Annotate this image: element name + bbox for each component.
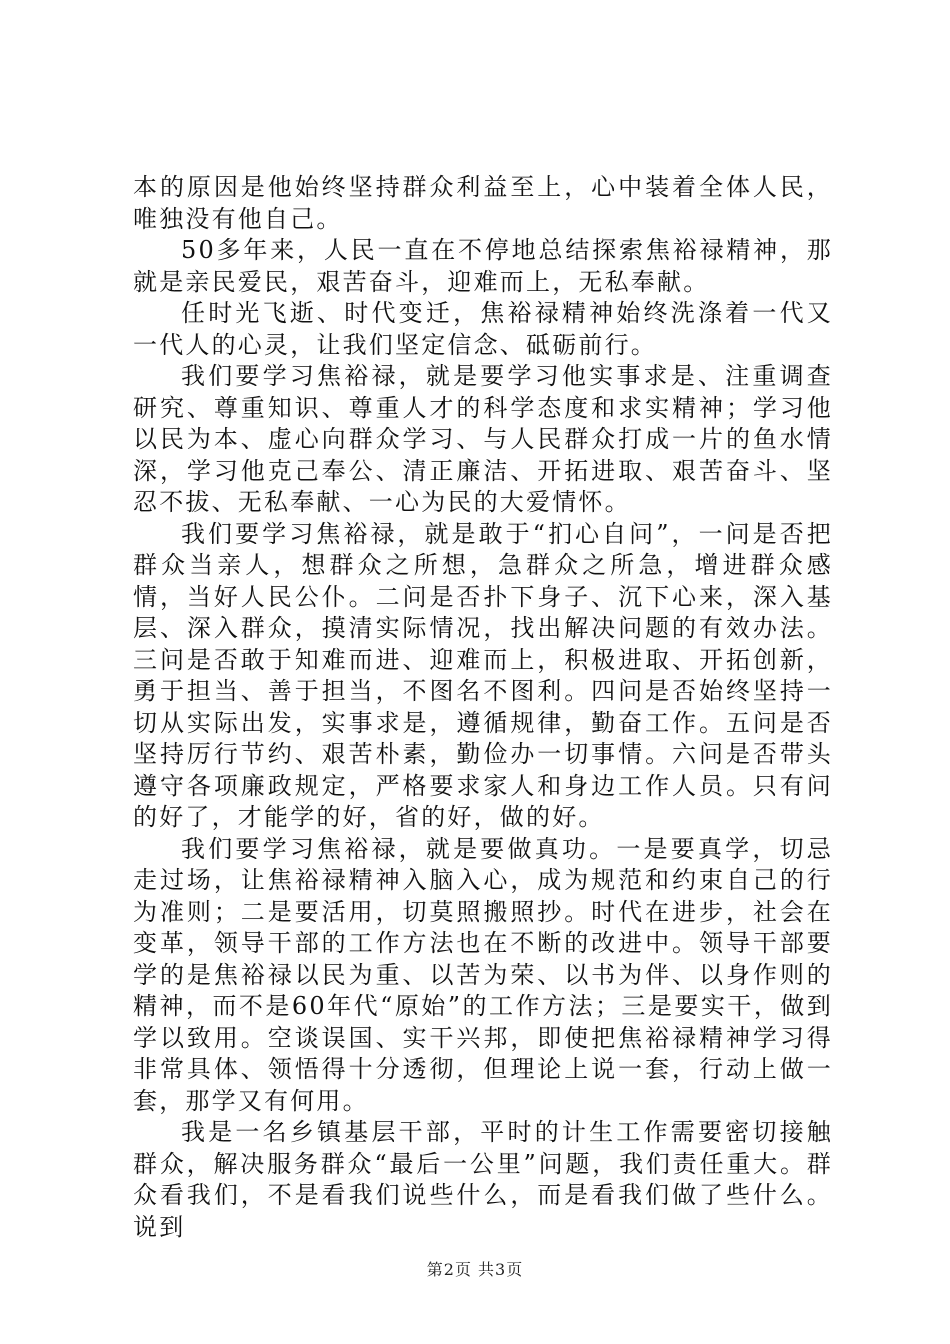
paragraph: 我们要学习焦裕禄，就是要学习他实事求是、注重调查研究、尊重知识、尊重人才的科学态度和求实精神；学习他以民为本、虚心向群众学习、与人民群众打成一片的鱼水情深，学习他克己奉公、清正廉洁、开拓进取、艰苦奋斗、坚忍不拔、无私奉献、一心为民的大爱情怀。 — [133, 362, 833, 516]
page-number-footer: 第2页 共3页 — [426, 1260, 524, 1279]
paragraph: 任时光飞逝、时代变迁，焦裕禄精神始终洗涤着一代又一代人的心灵，让我们坚定信念、砥砺前行。 — [133, 299, 833, 359]
document-body — [133, 172, 833, 1243]
paragraph: 我们要学习焦裕禄，就是要做真功。一是要真学，切忌走过场，让焦裕禄精神入脑入心，成为规范和约束自己的行为准则；二是要活用，切莫照搬照抄。时代在进步，社会在变革，领导干部的工作方法也在不断的改进中。领导干部要学的是焦裕禄以民为重、以苦为荣、以书为伴、以身作则的精神，而不是60年代“原始”的工作方法；三是要实干，做到学以致用。空谈误国、实干兴邦，即使把焦裕禄精神学习得非常具体、领悟得十分透彻，但理论上说一套，行动上做一套，那学又有何用。 — [133, 834, 833, 1115]
paragraph: 50多年来，人民一直在不停地总结探索焦裕禄精神，那就是亲民爱民，艰苦奋斗，迎难而上，无私奉献。 — [133, 236, 833, 296]
paragraph: 我是一名乡镇基层干部，平时的计生工作需要密切接触群众，解决服务群众“最后一公里”问题，我们责任重大。群众看我们，不是看我们说些什么，而是看我们做了些什么。说到 — [133, 1118, 833, 1241]
paragraph: 我们要学习焦裕禄，就是敢于“扪心自问”，一问是否把群众当亲人，想群众之所想，急群众之所急，增进群众感情，当好人民公仆。二问是否扑下身子、沉下心来，深入基层、深入群众，摸清实际情况，找出解决问题的有效办法。三问是否敢于知难而进、迎难而上，积极进取、开拓创新，勇于担当、善于担当，不图名不图利。四问是否始终坚持一切从实际出发，实事求是，遵循规律，勤奋工作。五问是否坚持厉行节约、艰苦朴素，勤俭办一切事情。六问是否带头遵守各项廉政规定，严格要求家人和身边工作人员。只有问的好了，才能学的好，省的好，做的好。 — [133, 519, 833, 831]
paragraph-continued: 本的原因是他始终坚持群众利益至上，心中装着全体人民，唯独没有他自己。 — [133, 173, 833, 233]
